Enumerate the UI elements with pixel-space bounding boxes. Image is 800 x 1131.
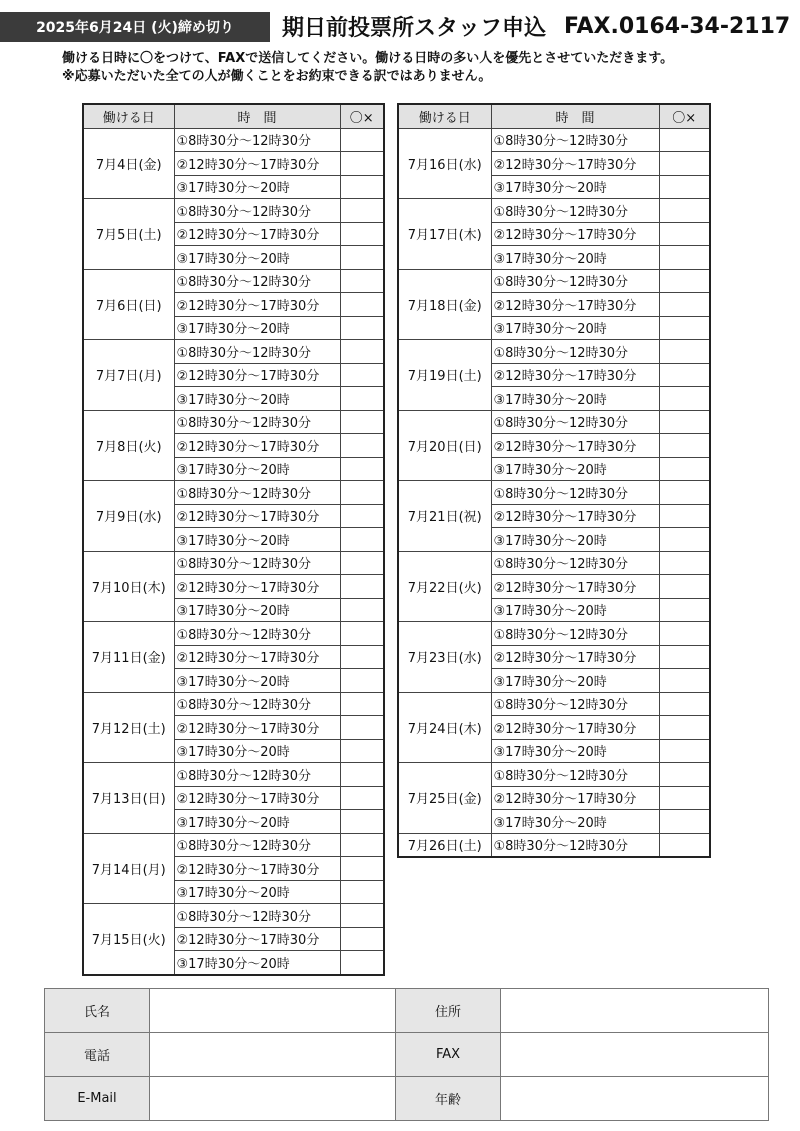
time-slot: ②12時30分～17時30分 (491, 293, 659, 317)
instruction-note: ※応募いただいた全ての人が働くことをお約束できる訳ではありません。 (62, 69, 492, 84)
work-date: 7月17日(木) (398, 199, 491, 270)
time-slot: ②12時30分～17時30分 (174, 857, 340, 881)
time-slot: ①8時30分～12時30分 (174, 269, 340, 293)
availability-mark-cell[interactable] (340, 387, 384, 411)
time-slot: ①8時30分～12時30分 (174, 833, 340, 857)
schedule-row (398, 551, 710, 575)
schedule-row (83, 904, 384, 928)
availability-mark-cell[interactable] (659, 316, 710, 340)
work-date: 7月21日(祝) (398, 481, 491, 552)
availability-mark-cell[interactable] (659, 269, 710, 293)
availability-mark-cell[interactable] (340, 269, 384, 293)
time-slot: ③17時30分～20時 (491, 810, 659, 834)
schedule-row (83, 340, 384, 364)
availability-mark-cell[interactable] (340, 880, 384, 904)
availability-mark-cell[interactable] (659, 669, 710, 693)
time-slot: ②12時30分～17時30分 (491, 716, 659, 740)
time-slot: ③17時30分～20時 (174, 457, 340, 481)
availability-mark-cell[interactable] (659, 739, 710, 763)
availability-mark-cell[interactable] (659, 622, 710, 646)
time-slot: ①8時30分～12時30分 (491, 410, 659, 434)
phone-field[interactable] (150, 1033, 396, 1077)
availability-mark-cell[interactable] (340, 622, 384, 646)
time-slot: ③17時30分～20時 (174, 810, 340, 834)
schedule-row (83, 833, 384, 857)
header-time: 時 間 (174, 104, 340, 128)
availability-mark-cell[interactable] (659, 692, 710, 716)
schedule-row (398, 622, 710, 646)
time-slot: ②12時30分～17時30分 (174, 222, 340, 246)
work-date: 7月20日(日) (398, 410, 491, 481)
time-slot: ①8時30分～12時30分 (174, 481, 340, 505)
work-date: 7月15日(火) (83, 904, 174, 975)
time-slot: ②12時30分～17時30分 (174, 434, 340, 458)
schedule-row (83, 763, 384, 787)
time-slot: ②12時30分～17時30分 (174, 575, 340, 599)
fax-label: FAX (396, 1033, 501, 1077)
availability-mark-cell[interactable] (340, 175, 384, 199)
time-slot: ③17時30分～20時 (491, 598, 659, 622)
time-slot: ②12時30分～17時30分 (174, 152, 340, 176)
availability-mark-cell[interactable] (340, 481, 384, 505)
time-slot: ①8時30分～12時30分 (491, 833, 659, 857)
time-slot: ③17時30分～20時 (491, 457, 659, 481)
work-date: 7月14日(月) (83, 833, 174, 904)
phone-label: 電話 (45, 1033, 150, 1077)
availability-mark-cell[interactable] (659, 481, 710, 505)
work-date: 7月25日(金) (398, 763, 491, 834)
availability-mark-cell[interactable] (340, 716, 384, 740)
work-date: 7月4日(金) (83, 128, 174, 199)
work-date: 7月12日(土) (83, 692, 174, 763)
time-slot: ①8時30分～12時30分 (174, 904, 340, 928)
availability-mark-cell[interactable] (340, 152, 384, 176)
age-field[interactable] (501, 1077, 769, 1121)
schedule-row (398, 833, 710, 857)
time-slot: ②12時30分～17時30分 (174, 363, 340, 387)
work-date: 7月8日(火) (83, 410, 174, 481)
time-slot: ①8時30分～12時30分 (491, 692, 659, 716)
availability-mark-cell[interactable] (659, 763, 710, 787)
availability-mark-cell[interactable] (340, 951, 384, 975)
schedule-row (398, 692, 710, 716)
availability-mark-cell[interactable] (340, 222, 384, 246)
availability-mark-cell[interactable] (340, 904, 384, 928)
time-slot: ①8時30分～12時30分 (491, 128, 659, 152)
time-slot: ③17時30分～20時 (491, 175, 659, 199)
work-date: 7月13日(日) (83, 763, 174, 834)
availability-mark-cell[interactable] (340, 763, 384, 787)
time-slot: ③17時30分～20時 (491, 387, 659, 411)
availability-mark-cell[interactable] (340, 598, 384, 622)
time-slot: ②12時30分～17時30分 (491, 434, 659, 458)
header-time: 時 間 (491, 104, 659, 128)
schedule-row (83, 269, 384, 293)
time-slot: ②12時30分～17時30分 (491, 645, 659, 669)
availability-mark-cell[interactable] (340, 833, 384, 857)
time-slot: ①8時30分～12時30分 (174, 199, 340, 223)
availability-mark-cell[interactable] (659, 363, 710, 387)
availability-mark-cell[interactable] (340, 857, 384, 881)
time-slot: ③17時30分～20時 (174, 528, 340, 552)
availability-mark-cell[interactable] (340, 246, 384, 270)
availability-mark-cell[interactable] (340, 810, 384, 834)
time-slot: ③17時30分～20時 (174, 669, 340, 693)
work-date: 7月11日(金) (83, 622, 174, 693)
availability-mark-cell[interactable] (340, 457, 384, 481)
time-slot: ②12時30分～17時30分 (174, 293, 340, 317)
time-slot: ②12時30分～17時30分 (174, 645, 340, 669)
schedule-row (83, 551, 384, 575)
availability-mark-cell[interactable] (340, 575, 384, 599)
schedule-row (83, 622, 384, 646)
time-slot: ②12時30分～17時30分 (491, 363, 659, 387)
availability-mark-cell[interactable] (659, 645, 710, 669)
instructions (62, 50, 673, 86)
schedule-row (398, 763, 710, 787)
time-slot: ③17時30分～20時 (491, 739, 659, 763)
time-slot: ②12時30分～17時30分 (174, 504, 340, 528)
work-date: 7月24日(木) (398, 692, 491, 763)
work-date: 7月6日(日) (83, 269, 174, 340)
schedule-row (398, 199, 710, 223)
availability-mark-cell[interactable] (340, 927, 384, 951)
availability-mark-cell[interactable] (340, 645, 384, 669)
time-slot: ①8時30分～12時30分 (174, 551, 340, 575)
availability-mark-cell[interactable] (340, 528, 384, 552)
work-date: 7月19日(土) (398, 340, 491, 411)
header-date: 働ける日 (83, 104, 174, 128)
availability-mark-cell[interactable] (659, 598, 710, 622)
work-date: 7月22日(火) (398, 551, 491, 622)
availability-mark-cell[interactable] (659, 504, 710, 528)
availability-mark-cell[interactable] (659, 551, 710, 575)
time-slot: ①8時30分～12時30分 (174, 128, 340, 152)
work-date: 7月26日(土) (398, 833, 491, 857)
time-slot: ①8時30分～12時30分 (491, 269, 659, 293)
email-label: E-Mail (45, 1077, 150, 1121)
time-slot: ③17時30分～20時 (174, 246, 340, 270)
availability-mark-cell[interactable] (340, 340, 384, 364)
availability-mark-cell[interactable] (340, 739, 384, 763)
availability-mark-cell[interactable] (659, 786, 710, 810)
time-slot: ③17時30分～20時 (174, 387, 340, 411)
time-slot: ②12時30分～17時30分 (491, 786, 659, 810)
schedule-row (398, 128, 710, 152)
time-slot: ③17時30分～20時 (174, 880, 340, 904)
schedule-row (83, 692, 384, 716)
time-slot: ②12時30分～17時30分 (174, 927, 340, 951)
availability-mark-cell[interactable] (340, 669, 384, 693)
time-slot: ①8時30分～12時30分 (491, 622, 659, 646)
instruction-line: 働ける日時に〇をつけて、FAXで送信してください。働ける日時の多い人を優先とさせていただきます。 (62, 51, 674, 66)
time-slot: ②12時30分～17時30分 (491, 222, 659, 246)
availability-mark-cell[interactable] (340, 434, 384, 458)
header-mark: 〇× (659, 104, 710, 128)
title-text: 期日前投票所スタッフ申込 (282, 15, 547, 41)
schedule-row (398, 410, 710, 434)
name-field[interactable] (150, 989, 396, 1033)
email-field[interactable] (150, 1077, 396, 1121)
availability-mark-cell[interactable] (659, 152, 710, 176)
name-label: 氏名 (45, 989, 150, 1033)
work-date: 7月9日(水) (83, 481, 174, 552)
page-title (282, 8, 790, 44)
fax-number: FAX.0164-34-2117 (564, 13, 791, 39)
time-slot: ③17時30分～20時 (174, 316, 340, 340)
availability-mark-cell[interactable] (659, 222, 710, 246)
schedule-row (398, 340, 710, 364)
time-slot: ③17時30分～20時 (174, 951, 340, 975)
availability-mark-cell[interactable] (659, 340, 710, 364)
schedule-row (83, 199, 384, 223)
schedule-row (83, 128, 384, 152)
availability-mark-cell[interactable] (340, 128, 384, 152)
work-date: 7月5日(土) (83, 199, 174, 270)
time-slot: ②12時30分～17時30分 (491, 504, 659, 528)
time-slot: ③17時30分～20時 (491, 316, 659, 340)
schedule-table-left (82, 103, 385, 976)
time-slot: ②12時30分～17時30分 (174, 786, 340, 810)
availability-mark-cell[interactable] (659, 716, 710, 740)
time-slot: ①8時30分～12時30分 (174, 763, 340, 787)
header-mark: 〇× (340, 104, 384, 128)
work-date: 7月7日(月) (83, 340, 174, 411)
time-slot: ③17時30分～20時 (491, 246, 659, 270)
availability-mark-cell[interactable] (340, 410, 384, 434)
age-label: 年齢 (396, 1077, 501, 1121)
time-slot: ③17時30分～20時 (491, 528, 659, 552)
availability-mark-cell[interactable] (340, 316, 384, 340)
availability-mark-cell[interactable] (340, 363, 384, 387)
availability-mark-cell[interactable] (659, 575, 710, 599)
time-slot: ②12時30分～17時30分 (491, 152, 659, 176)
work-date: 7月23日(水) (398, 622, 491, 693)
time-slot: ③17時30分～20時 (174, 739, 340, 763)
schedule-row (83, 481, 384, 505)
time-slot: ①8時30分～12時30分 (491, 551, 659, 575)
time-slot: ②12時30分～17時30分 (491, 575, 659, 599)
availability-mark-cell[interactable] (659, 199, 710, 223)
fax-field[interactable] (501, 1033, 769, 1077)
availability-mark-cell[interactable] (659, 175, 710, 199)
availability-mark-cell[interactable] (659, 246, 710, 270)
time-slot: ②12時30分～17時30分 (174, 716, 340, 740)
availability-mark-cell[interactable] (659, 434, 710, 458)
availability-mark-cell[interactable] (659, 128, 710, 152)
time-slot: ③17時30分～20時 (174, 175, 340, 199)
work-date: 7月16日(水) (398, 128, 491, 199)
address-label: 住所 (396, 989, 501, 1033)
contact-form (44, 988, 769, 1121)
time-slot: ①8時30分～12時30分 (174, 692, 340, 716)
time-slot: ①8時30分～12時30分 (174, 410, 340, 434)
time-slot: ①8時30分～12時30分 (491, 340, 659, 364)
time-slot: ①8時30分～12時30分 (174, 622, 340, 646)
availability-mark-cell[interactable] (659, 457, 710, 481)
time-slot: ③17時30分～20時 (174, 598, 340, 622)
availability-mark-cell[interactable] (659, 810, 710, 834)
deadline-banner: 2025年6月24日 (火)締め切り (0, 12, 270, 42)
schedule-row (398, 481, 710, 505)
time-slot: ①8時30分～12時30分 (491, 199, 659, 223)
availability-mark-cell[interactable] (659, 833, 710, 857)
time-slot: ③17時30分～20時 (491, 669, 659, 693)
availability-mark-cell[interactable] (340, 199, 384, 223)
availability-mark-cell[interactable] (659, 387, 710, 411)
schedule-row (83, 410, 384, 434)
work-date: 7月10日(木) (83, 551, 174, 622)
availability-mark-cell[interactable] (659, 410, 710, 434)
availability-mark-cell[interactable] (659, 528, 710, 552)
availability-mark-cell[interactable] (340, 293, 384, 317)
availability-mark-cell[interactable] (340, 786, 384, 810)
address-field[interactable] (501, 989, 769, 1033)
time-slot: ①8時30分～12時30分 (491, 763, 659, 787)
availability-mark-cell[interactable] (340, 692, 384, 716)
schedule-table-right (397, 103, 711, 858)
availability-mark-cell[interactable] (340, 504, 384, 528)
availability-mark-cell[interactable] (340, 551, 384, 575)
availability-mark-cell[interactable] (659, 293, 710, 317)
schedule-row (398, 269, 710, 293)
header-date: 働ける日 (398, 104, 491, 128)
work-date: 7月18日(金) (398, 269, 491, 340)
time-slot: ①8時30分～12時30分 (491, 481, 659, 505)
time-slot: ①8時30分～12時30分 (174, 340, 340, 364)
